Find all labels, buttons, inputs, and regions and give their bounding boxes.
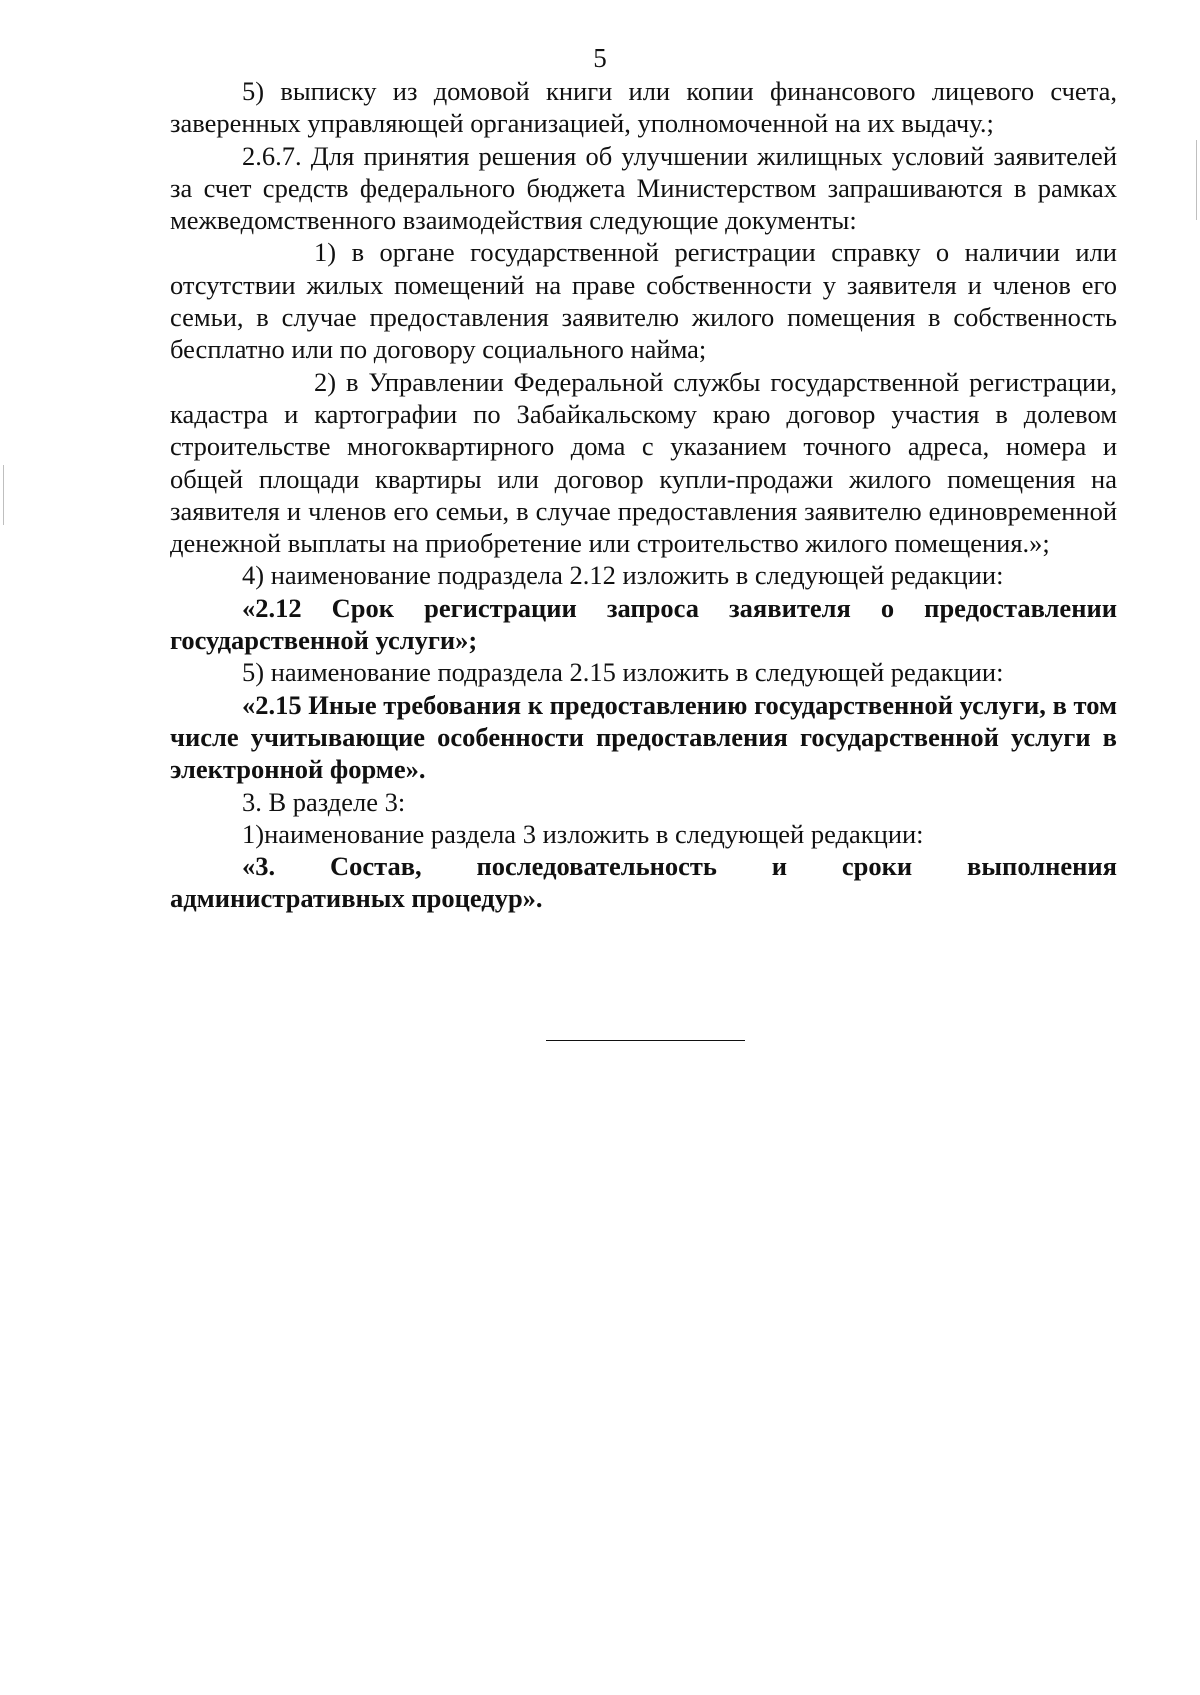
paragraph-extract-house-book: 5) выписку из домовой книги или копии финансового лицевого счета, заверенных управляющей организацией, уполномоченной на их выдачу.; <box>170 76 1117 139</box>
list-number-1: 1) <box>314 237 337 268</box>
paragraph-item-5: 5) наименование подраздела 2.15 изложить в следующей редакции: <box>242 657 1004 688</box>
paragraph-2-15-title: «2.15 Иные требования к предоставлению государственной услуги, в том числе учитывающие особенности предоставления государственной услуги в электронной форме». <box>170 689 1117 785</box>
paragraph-section-3-title: «3. Состав, последовательность и сроки выполнения административных процедур». <box>170 851 1117 914</box>
list-number-2: 2) <box>314 366 337 397</box>
paragraph-2-6-7: 2.6.7. Для принятия решения об улучшении жилищных условий заявителей за счет средств федерального бюджета Министерством запрашиваются в рамках межведомственного взаимодействия следующие документы: <box>170 140 1117 236</box>
page-number: 5 <box>593 43 607 73</box>
scan-edge-mark-right <box>1196 140 1197 220</box>
paragraph-section-3-item-1: 1)наименование раздела 3 изложить в следующей редакции: <box>242 818 924 849</box>
paragraph-2-12-title: «2.12 Срок регистрации запроса заявителя о предоставлении государственной услуги»; <box>170 592 1117 656</box>
paragraph-item-4: 4) наименование подраздела 2.12 изложить в следующей редакции: <box>242 560 1004 591</box>
paragraph-section-3: 3. В разделе 3: <box>242 786 406 817</box>
list-item-2-text: в Управлении Федеральной службы государственной регистрации, кадастра и картографии по Забайкальскому краю договор участия в долевом строительстве многоквартирного дома с указанием точного адреса, номера и общей площади квартиры или договор купли-продажи жилого помещения на заявителя и членов его семьи, в случае предоставления заявителю единовременной денежной выплаты на приобретение или строительство жилого помещения.»; <box>170 366 1117 559</box>
document-body <box>170 75 1117 915</box>
paragraph-list-item-2 <box>170 366 1117 560</box>
scan-edge-mark-left <box>3 465 4 525</box>
list-item-1-text: в органе государственной регистрации справку о наличии или отсутствии жилых помещений на праве собственности у заявителя и членов его семьи, в случае предоставления заявителю жилого помещения в собственность бесплатно или по договору социального найма; <box>170 237 1117 365</box>
end-of-document-rule <box>546 1040 745 1041</box>
paragraph-list-item-1 <box>170 236 1117 365</box>
